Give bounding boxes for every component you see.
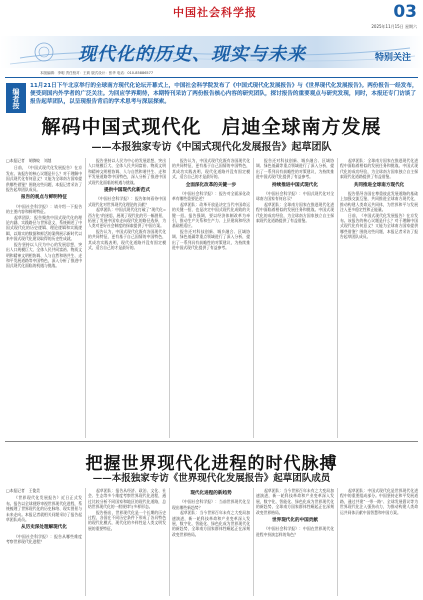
article2-column-3 <box>172 488 250 596</box>
article1-section-heading: 全面深化改革的关键一步 <box>185 182 237 188</box>
article2-column-4 <box>256 488 334 596</box>
article1-byline: □本报记者 胡腾蛟 刘越 <box>6 158 52 163</box>
article2-headline: 把握世界现代化进程的时代脉搏 <box>85 454 338 474</box>
article1-column-4 <box>256 158 334 438</box>
article2-paragraph: 起草团队：当今世界百年未有之大变局加速演进，新一轮科技革命和产业变革深入发展，数字化、智能化、绿色化成为世界现代化的新趋势，全球南方国家群体性崛起正在深刻改变世界格局。 <box>172 510 250 537</box>
column-divider <box>169 158 170 438</box>
editors-note-label: 编者按 <box>6 83 26 113</box>
article1-column-5 <box>340 158 418 438</box>
article2-paragraph: 《中国社会科学报》：当前世界现代化呈现出哪些新趋势？ <box>172 499 250 510</box>
article1-column-2 <box>88 158 166 438</box>
newspaper-masthead: 中国社会科学报 <box>173 6 257 19</box>
article2-paragraph: 起草团队：报告从经济、政治、文化、社会、生态等多个维度考察世界现代化进程，通过比较分析不同国家和地区的现代化道路，总结世界现代化的一般规律与多样形态。 <box>88 488 166 510</box>
editors-note-text: 11月21日下午北京举行的全球南方现代化论坛开幕式上，中国社会科学院发布了《中国式现代化发展报告》与《世界现代化发展报告》。两份报告一经发布，便受到国内外学者的广泛关注。为回应学界期待，本期特刊采访了两份报告核心内容的研究团队，探讨报告的重要观点与研究发现，同时，本报还专门访谈了报告起草团队，以呈现报告背后的学术思考与深层探索。 <box>30 83 418 105</box>
page-number: 03 <box>393 2 417 22</box>
article2-byline: □本报记者 王俊美 <box>6 488 40 493</box>
article2-section-heading: 世界现代化的中国贡献 <box>272 518 318 524</box>
article1-paragraph: 报告还对科技创新、城乡融合、区域协调、绿色低碳等重点领域进行了深入分析，提出了一系列具有前瞻性的对策建议，为持续推进中国式现代化提供了有益参考。 <box>172 228 250 251</box>
article2-paragraph: 《中国社会科学报》：报告从哪些维度考察世界现代化进程？ <box>6 533 82 545</box>
article1-paragraph: 报告认为，中国式现代化既有各国现代化的共同特征，更有基于自己国情的中国特色，其成功实践表明，现代化道路并没有固定模式，适合自己的才是最好的。 <box>172 158 250 180</box>
article2-paragraph: 起草团队：中国式现代化是世界现代化进程中的重要组成部分。中国坚持走和平发展道路，通过共建“一带一路”、全球发展倡议等为世界现代化注入强劲动力，为推动构建人类命运共同体贡献中国智慧和中国方案。 <box>340 488 418 515</box>
article1-paragraph: 起草团队：全球南方国家在推进现代化进程中面临着相似的发展任务和挑战。中国式现代化的成功经验，为全球南方国家独立自主探索现代化道路提供了有益借鉴。 <box>340 158 418 180</box>
article1-subhead: ——本报独家专访《中国式现代化发展报告》起草团队 <box>91 142 332 153</box>
top-divider <box>5 77 418 78</box>
article2-column-5 <box>340 488 418 596</box>
section-tag: 特别关注 <box>374 53 411 63</box>
article1-paragraph: 起草团队：报告聚焦中国式现代化的理论内涵、实践路径与世界意义，系统阐述了中国式现代化的历史逻辑、理论逻辑和实践逻辑，以翔实的数据和鲜活的案例展示新时代以来中国式现代化建设取得的历史性成就。 <box>6 214 82 242</box>
article1-paragraph: 报告倡导各国在尊重彼此发展道路的基础上加强交流互鉴，共同推进全球南方现代化，推动构建人类命运共同体，为世界和平与发展注入更多稳定性和正能量。 <box>340 191 418 213</box>
column-divider <box>85 488 86 596</box>
article1-section-heading: 提供中国现代化新范式 <box>104 188 150 194</box>
article1-paragraph: 报告还对科技创新、城乡融合、区域协调、绿色低碳等重点领域进行了深入分析，提出了一系列具有前瞻性的对策建议，为持续推进中国式现代化提供了有益参考。 <box>256 158 334 180</box>
column-divider <box>253 158 254 438</box>
editor-credits: 本版编辑：李明 责任校对：王莉 版式设计：张华 电话：010-85886577 <box>40 71 154 75</box>
article1-paragraph: 起草团队：全球南方国家在推进现代化进程中面临着相似的发展任务和挑战。中国式现代化的成功经验，为全球南方国家独立自主探索现代化道路提供了有益借鉴。 <box>256 201 334 224</box>
article-divider <box>5 441 418 442</box>
article2-paragraph: 起草团队：当今世界百年未有之大变局加速演进，新一轮科技革命和产业变革深入发展，数字化、智能化、绿色化成为世界现代化的新趋势，全球南方国家群体性崛起正在深刻改变世界格局。 <box>256 488 334 515</box>
article1-paragraph: 《中国社会科学报》：报告如何看待中国式现代化对世界现代化理论的贡献？ <box>88 196 166 207</box>
article1-section-heading: 共同推进全球南方现代化 <box>353 182 405 188</box>
article1-headline: 解码中国式现代化 启迪全球南方发展 <box>41 116 382 138</box>
article2-paragraph: 报告指出，世界现代化是一个长期的历史过程，各国在不同历史条件下形成了各具特色的现代化模式，现代化的多样性是人类文明发展的重要特征。 <box>88 509 166 531</box>
article1-paragraph: 起草团队：中国式现代化打破了“现代化=西方化”的迷思，展现了现代化的另一幅图景，拓展了发展中国家走向现代化的路径选择，为人类对更好社会制度的探索提供了中国方案。 <box>88 207 166 229</box>
article1-section-heading: 持续推进中国式现代化 <box>272 182 318 188</box>
article2-column-1 <box>6 488 82 596</box>
column-divider <box>337 488 338 596</box>
column-divider <box>169 488 170 596</box>
article1-section-heading: 报告的观点与鲜明特征 <box>21 195 67 201</box>
column-divider <box>85 158 86 438</box>
article1-column-3 <box>172 158 250 438</box>
article1-paragraph: 报告认为，中国式现代化既有各国现代化的共同特征，更有基于自己国情的中国特色，其成功实践表明，现代化道路并没有固定模式，适合自己的才是最好的。 <box>88 228 166 251</box>
article2-column-2 <box>88 488 166 596</box>
column-divider <box>253 488 254 596</box>
article1-paragraph: 报告坚持以人民为中心的发展思想，突出人口规模巨大、全体人民共同富裕、物质文明和精神文明相协调、人与自然和谐共生、走和平发展道路等中国特色，深入分析了推进中国式现代化面临的机遇与挑战。 <box>6 241 82 269</box>
article2-paragraph: 《世界现代化发展报告》近日正式发布。报告以全球视野审视世界现代化进程，系统梳理了世界现代化的历史脉络、现实图景与未来走向。本报记者就相关问题采访了报告起草团队成员。 <box>6 495 82 523</box>
column-divider <box>337 158 338 438</box>
article2-section-heading: 现代化进程的新趋势 <box>190 491 232 496</box>
article2-subhead: ——本报独家专访《世界现代化发展报告》起草团队成员 <box>92 473 331 484</box>
article2-paragraph: 《中国社会科学报》：中国在世界现代化进程中扮演怎样的角色？ <box>256 526 334 537</box>
issue-date: 2025年11月15日 星期六 <box>371 24 417 29</box>
article1-paragraph: 起草团队：改革开放是决定当代中国命运的关键一招，也是决定中国式现代化成败的关键一招。报告强调，要以经济体制改革为牵引，推动生产关系和生产力、上层建筑和经济基础相适应。 <box>172 201 250 229</box>
article1-paragraph: 《中国社会科学报》：中国式现代化对全球南方国家有何启示？ <box>256 191 334 202</box>
article1-paragraph: 日前，《中国式现代化发展报告》在京发布。该报告的核心议题是什么？对于理解中国式现代化有何意义？又能为全球南方国家提供哪些借鉴？围绕这些问题，本报记者采访了报告起草团队成员。 <box>6 165 82 193</box>
article1-paragraph: 《中国社会科学报》：报告对全面深化改革有哪些重要论述？ <box>172 191 250 202</box>
banner-title: 现代化的历史、现实与未来 <box>78 44 306 65</box>
article1-paragraph: 报告坚持以人民为中心的发展思想，突出人口规模巨大、全体人民共同富裕、物质文明和精神文明相协调、人与自然和谐共生、走和平发展道路等中国特色，深入分析了推进中国式现代化面临的机遇与挑战。 <box>88 158 166 185</box>
article2-section-heading: 从历史深处理解现代化 <box>21 525 67 531</box>
article1-paragraph: 《中国社会科学报》：请介绍一下报告的主要内容和鲜明特征。 <box>6 203 82 215</box>
article1-column-1 <box>6 158 82 438</box>
article1-paragraph: 日前，《中国式现代化发展报告》在京发布。该报告的核心议题是什么？对于理解中国式现代化有何意义？又能为全球南方国家提供哪些借鉴？围绕这些问题，本报记者采访了报告起草团队成员。 <box>340 212 418 240</box>
